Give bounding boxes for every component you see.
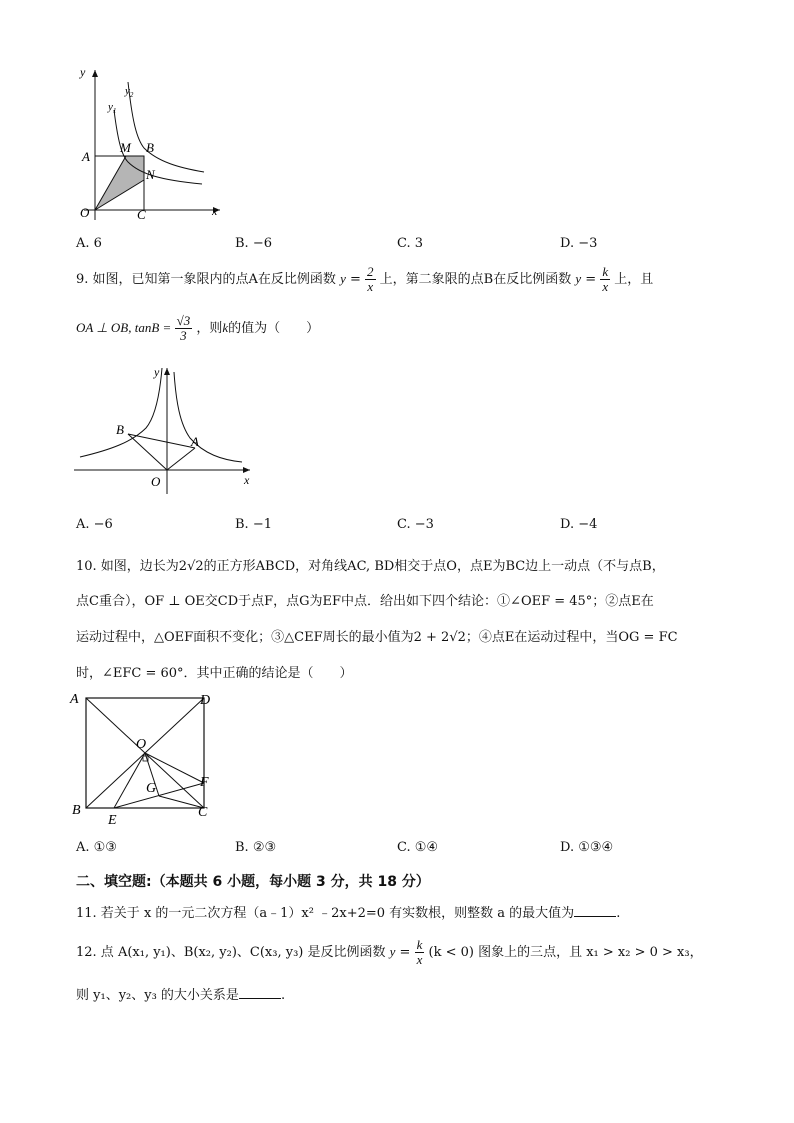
q9-func2-frac: $\frac{k}{x}$ — [602, 264, 609, 294]
q11-text: 11. 若关于 x 的一元二次方程（a﹣1）x² ﹣2x+2=0 有实数根，则整数 a 的最大值为 — [76, 906, 575, 921]
fig9-label-O: O — [151, 474, 161, 489]
q12-answer-blank[interactable] — [239, 986, 281, 999]
fig10-label-F: F — [200, 775, 209, 790]
q8-option-d[interactable] — [560, 236, 597, 251]
q9-option-d[interactable] — [560, 517, 597, 532]
q12-text: 12. 点 A(x₁, y₁)、B(x₂, y₂)、C(x₃, y₃) 是反比例函数 — [76, 945, 386, 960]
q9-condition: OA ⊥ OB, tanB = — [76, 320, 175, 335]
option-letter: C. — [397, 236, 415, 251]
option-value: 6 — [93, 236, 102, 251]
q10-line1: 10. 如图，边长为2√2的正方形ABCD，对角线AC, BD相交于点O，点E为BC边上一动点（不与点B， — [76, 559, 665, 574]
option-value: −6 — [252, 236, 272, 251]
fig8-label-A: A — [82, 149, 90, 164]
q9-func1-lhs: y — [340, 271, 346, 286]
option-letter: C. — [397, 840, 415, 855]
q9-text: 上，且 — [614, 272, 654, 287]
fig10-label-C: C — [198, 805, 208, 820]
fig9-label-A: A — [191, 434, 199, 449]
q10-option-b[interactable] — [235, 840, 276, 855]
q12-line1: 12. 点 A(x₁, y₁)、B(x₂, y₂)、C(x₃, y₃) 是反比例函数 y = $\frac{k}{x}$ (k < 0) 图象上的三点，且 x₁ > x₂ > 0 > x₃， — [76, 937, 703, 967]
q12-text-end: . — [280, 988, 286, 1003]
fig8-label-y2: $y_2$ — [125, 85, 134, 99]
figure-q10 — [66, 686, 226, 826]
fig10-label-B: B — [72, 803, 81, 818]
fig8-label-M: M — [120, 140, 131, 155]
q10-line3: 运动过程中，△OEF面积不变化；③△CEF周长的最小值为2 + 2√2；④点E在运动过程中，当OG = FC — [76, 630, 678, 645]
option-letter: C. — [397, 517, 415, 532]
fig8-label-N: N — [146, 167, 155, 182]
fig9-label-B: B — [116, 422, 124, 437]
q9-text: 上，第二象限的点B在反比例函数 — [379, 272, 572, 287]
figure-q8 — [70, 62, 230, 222]
fig10-label-A: A — [70, 692, 79, 707]
option-value: ①③ — [93, 840, 117, 855]
q9-option-b[interactable] — [235, 517, 272, 532]
option-value: −3 — [414, 517, 434, 532]
option-value: 3 — [414, 236, 424, 251]
q10-option-c[interactable] — [397, 840, 438, 855]
q10-option-d[interactable] — [560, 840, 613, 855]
option-letter: A. — [76, 236, 94, 251]
q9-text: ，则 — [196, 321, 223, 336]
fig9-label-y: y — [154, 365, 160, 379]
fig8-label-y: y — [80, 65, 86, 79]
option-letter: D. — [560, 517, 579, 532]
q9-func2-lhs: y — [575, 271, 582, 286]
q12-func-frac: $\frac{k}{x}$ — [416, 937, 423, 967]
fig10-label-D: D — [200, 693, 211, 708]
q9-line1: 9. 如图，已知第一象限内的点A在反比例函数 y = $\frac{2}{x}$ 上，第二象限的点B在反比例函数 y = $\frac{k}{x}$ 上，且 — [76, 264, 654, 294]
q10-line2: 点C重合），OF ⊥ OE交CD于点F，点G为EF中点．给出如下四个结论：①∠OEF = 45°；②点E在 — [76, 594, 654, 609]
q12-text: 则 y₁、y₂、y₃ 的大小关系是 — [76, 988, 239, 1003]
option-value: ①③④ — [578, 840, 614, 855]
option-value: ①④ — [414, 840, 439, 855]
option-letter: B. — [235, 236, 253, 251]
q9-option-a[interactable] — [76, 517, 113, 532]
q9-text: 的值为（ ） — [228, 321, 320, 336]
option-letter: D. — [560, 840, 579, 855]
fig9-label-x: x — [244, 473, 250, 487]
q9-func1-frac: $\frac{2}{x}$ — [367, 264, 374, 294]
option-value: −1 — [252, 517, 272, 532]
q12-func-lhs: y — [389, 944, 396, 959]
option-letter: A. — [76, 840, 94, 855]
option-letter: B. — [235, 840, 253, 855]
q8-option-a[interactable] — [76, 236, 102, 251]
fig8-label-y1: $y_1$ — [108, 101, 117, 115]
fig10-label-E: E — [108, 813, 117, 826]
q8-option-b[interactable] — [235, 236, 272, 251]
q10-line4: 时，∠EFC = 60°．其中正确的结论是（ ） — [76, 666, 353, 681]
option-letter: D. — [560, 236, 579, 251]
option-value: −6 — [93, 517, 113, 532]
option-letter: A. — [76, 517, 94, 532]
fig8-label-x: x — [212, 204, 218, 218]
q12-line2 — [76, 984, 285, 1003]
q11-text-end: . — [616, 906, 621, 921]
q11-answer-blank[interactable] — [574, 904, 616, 917]
fig10-label-O: O — [136, 737, 147, 752]
q9-line2 — [76, 314, 319, 343]
section-heading-fill-in: 二、填空题:（本题共 6 小题，每小题 3 分，共 18 分） — [76, 874, 430, 890]
fig8-label-C: C — [137, 207, 146, 222]
fig8-label-B: B — [146, 140, 154, 155]
q9-k: k — [222, 320, 229, 335]
fig8-label-O: O — [80, 205, 90, 220]
q9-text: 9. 如图，已知第一象限内的点A在反比例函数 — [76, 272, 336, 287]
option-value: ②③ — [252, 840, 277, 855]
option-value: −3 — [578, 236, 598, 251]
q12-condition: (k < 0) 图象上的三点，且 x₁ > x₂ > 0 > x₃， — [428, 945, 703, 960]
q11-line — [76, 902, 620, 921]
fig10-label-G: G — [146, 781, 157, 796]
option-value: −4 — [578, 517, 598, 532]
q9-option-c[interactable] — [397, 517, 434, 532]
q9-tan-frac: $\frac{√3}{3}$ — [176, 313, 191, 343]
option-letter: B. — [235, 517, 253, 532]
q10-option-a[interactable] — [76, 840, 117, 855]
figure-q9 — [70, 362, 270, 497]
q8-option-c[interactable] — [397, 236, 423, 251]
